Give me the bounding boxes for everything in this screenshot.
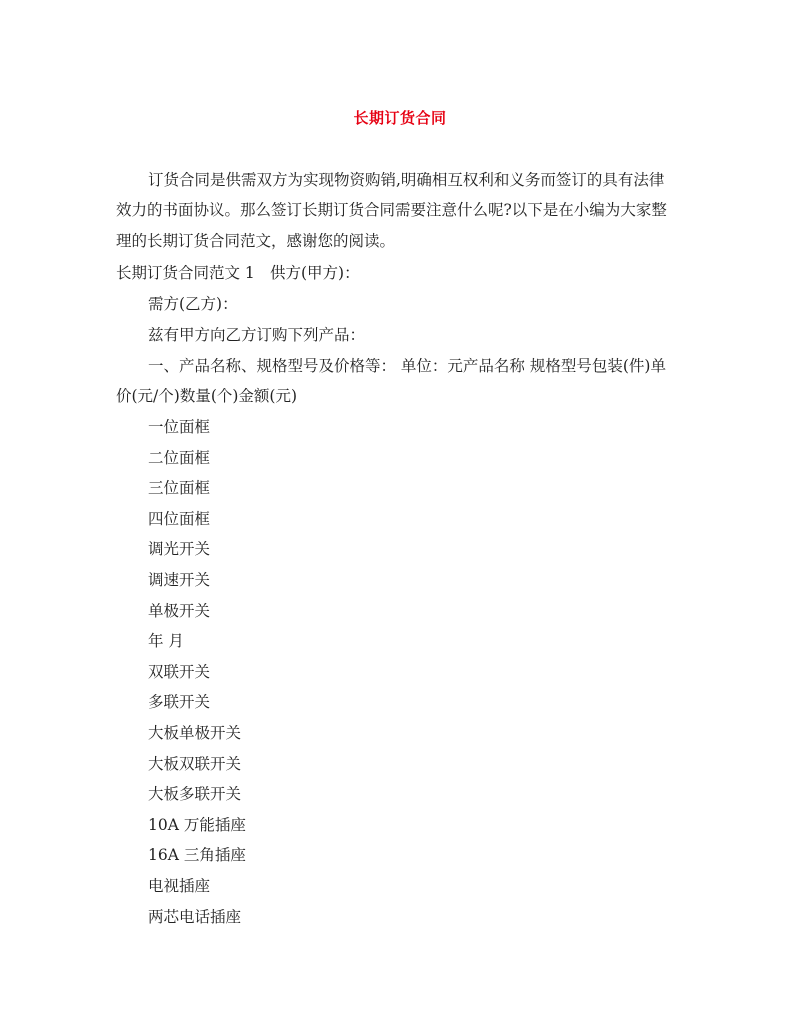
product-item: 多联开关: [148, 693, 211, 712]
order-statement: 兹有甲方向乙方订购下列产品：: [148, 326, 366, 344]
buyer-label: 需方(乙方)：: [148, 295, 238, 313]
product-item: 单极开关: [148, 601, 211, 620]
intro-line-3: 理的长期订货合同范文，感谢您的阅读。: [116, 232, 396, 250]
product-item: 大板多联开关: [148, 785, 242, 804]
supplier-label: 供方(甲方)：: [270, 264, 360, 282]
product-item: 调光开关: [148, 540, 211, 559]
sample-heading: 长期订货合同范文 1: [116, 264, 255, 282]
product-item: 双联开关: [148, 662, 211, 681]
section1-line-1: 一、产品名称、规格型号及价格等： 单位：元产品名称 规格型号包装(件)单: [148, 357, 666, 375]
product-item: 调速开关: [148, 571, 211, 589]
product-item: 四位面框: [148, 509, 211, 528]
product-item: 大板单极开关: [148, 724, 242, 742]
product-item: 电视插座: [148, 877, 211, 895]
product-item: 10A 万能插座: [148, 815, 246, 834]
product-item: 大板双联开关: [148, 754, 242, 773]
product-item: 二位面框: [148, 448, 211, 467]
product-item: 一位面框: [148, 418, 211, 436]
product-item: 年 月: [148, 632, 184, 651]
section1-line-2: 价(元/个)数量(个)金额(元): [116, 387, 298, 405]
product-item: 16A 三角插座: [148, 846, 246, 865]
product-item: 两芯电话插座: [148, 907, 242, 926]
intro-line-1: 订货合同是供需双方为实现物资购销,明确相互权利和义务而签订的具有法律: [148, 171, 665, 189]
product-item: 三位面框: [148, 479, 211, 498]
intro-line-2: 效力的书面协议。那么签订长期订货合同需要注意什么呢?以下是在小编为大家整: [116, 201, 667, 219]
document-title: 长期订货合同: [353, 109, 447, 127]
sample-heading-row: [116, 263, 716, 283]
